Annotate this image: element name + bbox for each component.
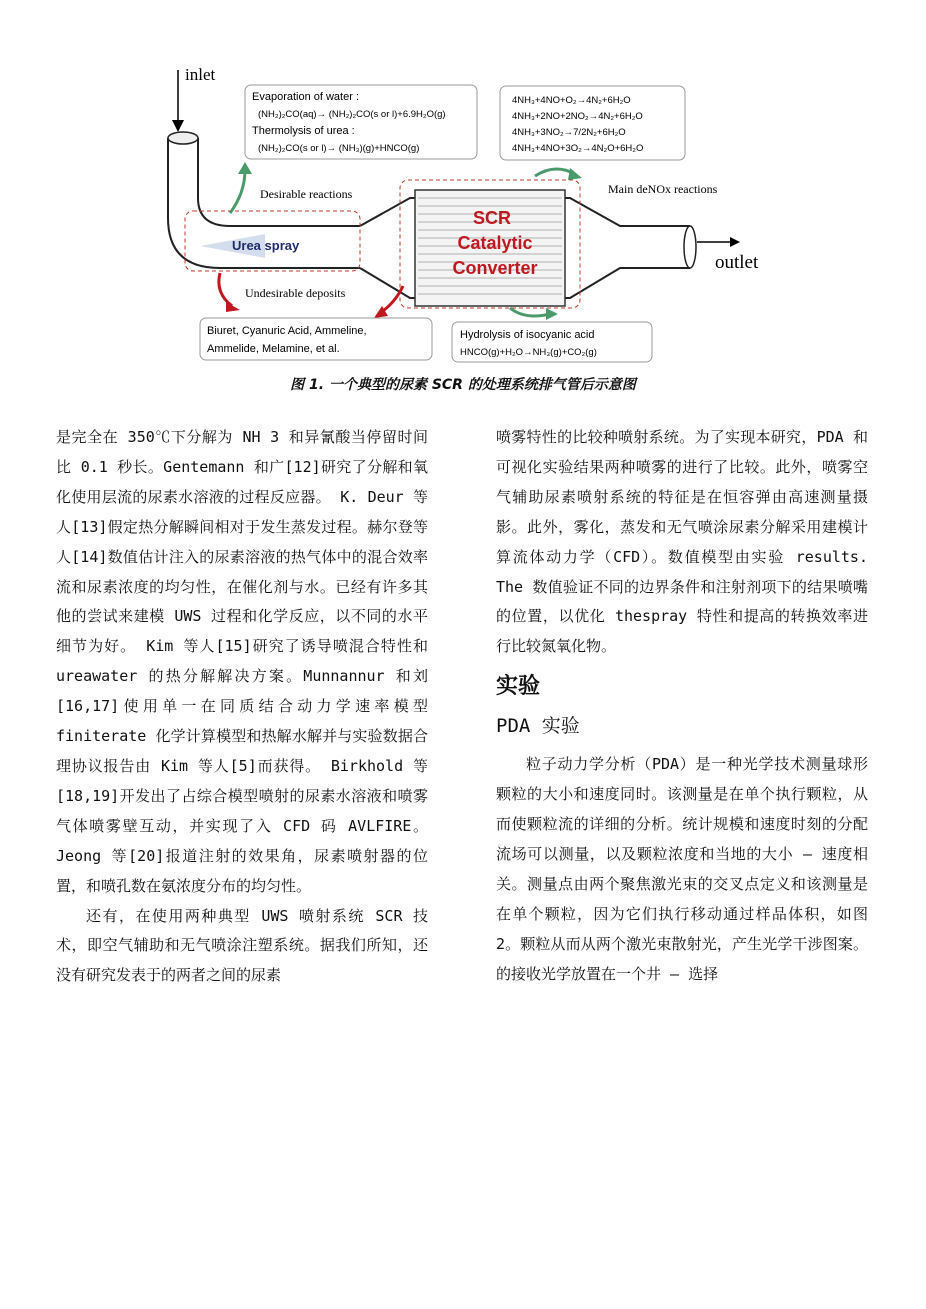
scr-label-1: SCR: [472, 208, 512, 228]
right-paragraph-2: 粒子动力学分析（PDA）是一种光学技术测量球形颗粒的大小和速度同时。该测量是在单个执行颗粒，从而使颗粒流的详细的分析。统计规模和速度时刻的分配流场可以测量，以及颗粒浓度和当地的大小 – 速度相关。测量点由两个聚焦激光束的交叉点定义和该测量是在单个颗粒，因为它们执行移动通过样品体积，如图 2。颗粒从而从两个激光束散射光，产生光学干涉图案。的接收光学放置在一个井 – 选择: [496, 755, 868, 983]
right-paragraph-1: 喷雾特性的比较种喷射系统。为了实现本研究，PDA 和可视化实验结果两种喷雾的进行了比较。此外，喷雾空气辅助尿素喷射系统的特征是在恒容弹由高速测量摄影。此外，雾化，蒸发和无气喷涂尿素分解采用建模计算流体动力学（CFD）。数值模型由实验 results. The 数值验证不同的边界条件和注射剂项下的结果喷嘴的位置，以优化 thespray 特性和提高的转换效率进行比较氮氧化物。: [496, 428, 868, 656]
deposits-line-1: Biuret, Cyanuric Acid, Ammeline,: [207, 325, 367, 337]
urea-spray-label: Urea spray: [232, 238, 300, 253]
main-denox-label: Main deNOx reactions: [608, 182, 718, 196]
scr-label-3: Converter: [452, 258, 538, 278]
thermo-equation: (NH₂)₂CO(s or l)→ (NH₃)(g)+HNCO(g): [258, 143, 420, 154]
section-heading: 实验: [496, 674, 541, 700]
scr-label-2: Catalytic: [457, 233, 533, 253]
deposits-line-2: Ammelide, Melamine, et al.: [207, 343, 340, 355]
left-column: [56, 423, 428, 991]
denox-eq-4: 4NH₃+4NO+3O₂→4N₂O+6H₂O: [512, 143, 644, 154]
hydrolysis-equation: HNCO(g)+H₂O→NH₃(g)+CO₂(g): [460, 347, 597, 358]
evap-title: Evaporation of water :: [252, 91, 360, 103]
outlet-label: outlet: [715, 252, 759, 273]
inlet-label: inlet: [185, 65, 216, 84]
subsection-heading: PDA 实验: [496, 715, 580, 738]
thermo-title: Thermolysis of urea :: [252, 125, 355, 137]
figure-caption: 图 1. 一个典型的尿素 SCR 的处理系统排气管后示意图: [290, 377, 636, 393]
left-paragraph-2: 还有，在使用两种典型 UWS 喷射系统 SCR 技术，即空气辅助和无气喷涂注塑系统。据我们所知，还没有研究发表于的两者之间的尿素: [56, 906, 428, 985]
right-column: [496, 423, 868, 990]
scr-system-figure: [160, 58, 780, 368]
evap-equation: (NH₂)₂CO(aq)→ (NH₂)₂CO(s or l)+6.9H₂O(g): [258, 109, 446, 120]
undesirable-label: Undesirable deposits: [245, 286, 346, 300]
denox-eq-2: 4NH₃+2NO+2NO₂→4N₂+6H₂O: [512, 111, 643, 122]
denox-eq-3: 4NH₃+3NO₂→7/2N₂+6H₂O: [512, 127, 626, 138]
left-paragraph-1: 是完全在 350℃下分解为 NH 3 和异氰酸当停留时间比 0.1 秒长。Gentemann 和广[12]研究了分解和氧化使用层流的尿素水溶液的过程反应器。 K. Deur 等人[13]假定热分解瞬间相对于发生蒸发过程。赫尔登等人[14]数值估计注入的尿素溶液的热气体中的混合效率流和尿素浓度的均匀性，在催化剂与水。已经有许多其他的尝试来建模 UWS 过程和化学反应，以不同的水平细节为好。 Kim 等人[15]研究了诱导喷混合特性和 ureawater 的热分解解决方案。Munnannur 和刘[16,17]使用单一在同质结合动力学速率模型 finiterate 化学计算模型和热解水解并与实验数据合理协议报告由 Kim 等人[5]而获得。 Birkhold 等[18,19]开发出了占综合模型喷射的尿素水溶液和喷雾气体喷雾壁互动，并实现了入 CFD 码 AVLFIRE。Jeong 等[20]报道注射的效果角，尿素喷射器的位置，和喷孔数在氨浓度分布的均匀性。: [56, 428, 428, 895]
denox-eq-1: 4NH₃+4NO+O₂→4N₂+6H₂O: [512, 95, 631, 106]
desirable-label: Desirable reactions: [260, 187, 353, 201]
hydrolysis-title: Hydrolysis of isocyanic acid: [460, 329, 595, 341]
